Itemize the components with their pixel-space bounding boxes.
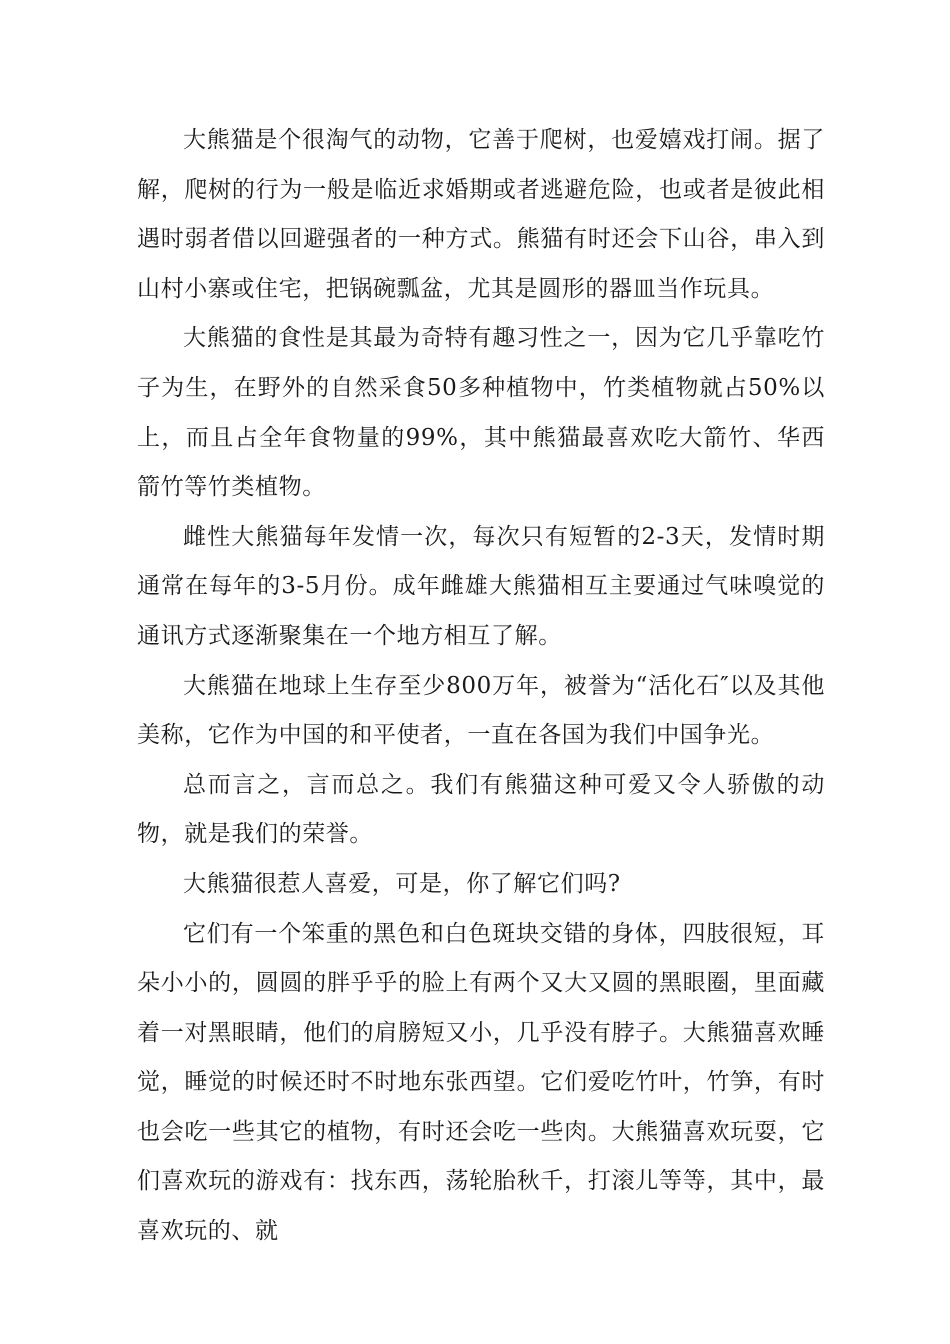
- paragraph-panda-playful: 大熊猫是个很淘气的动物，它善于爬树，也爱嬉戏打闹。据了解，爬树的行为一般是临近求婚期或者逃避危险，也或者是彼此相遇时弱者借以回避强者的一种方式。熊猫有时还会下山谷，串入到山村小寨或住宅，把锅碗瓢盆，尤其是圆形的器皿当作玩具。: [137, 127, 825, 302]
- paragraph-conclusion: 总而言之，言而总之。我们有熊猫这种可爱又令人骄傲的动物，就是我们的荣誉。: [137, 771, 825, 848]
- paragraph-question: 大熊猫很惹人喜爱，可是，你了解它们吗?: [183, 870, 621, 897]
- document-body: [137, 116, 825, 1257]
- paragraph-panda-living-fossil: 大熊猫在地球上生存至少800万年，被誉为“活化石″以及其他美称，它作为中国的和平使者，一直在各国为我们中国争光。: [137, 672, 825, 749]
- paragraph-panda-breeding: 雌性大熊猫每年发情一次，每次只有短暂的2-3天，发情时期通常在每年的3-5月份。成年雌雄大熊猫相互主要通过气味嗅觉的通讯方式逐渐聚集在一个地方相互了解。: [137, 523, 825, 649]
- paragraph-panda-diet: 大熊猫的食性是其最为奇特有趣习性之一，因为它几乎靠吃竹子为生，在野外的自然采食50多种植物中，竹类植物就占50%以上，而且占全年食物量的99%，其中熊猫最喜欢吃大箭竹、华西箭竹等竹类植物。: [137, 325, 825, 501]
- paragraph-panda-appearance: 它们有一个笨重的黑色和白色斑块交错的身体，四肢很短，耳朵小小的，圆圆的胖乎乎的脸上有两个又大又圆的黑眼圈，里面藏着一对黑眼睛，他们的肩膀短又小，几乎没有脖子。大熊猫喜欢睡觉，睡觉的时候还时不时地东张西望。它们爱吃竹叶，竹笋，有时也会吃一些其它的植物，有时还会吃一些肉。大熊猫喜欢玩耍，它们喜欢玩的游戏有：找东西，荡轮胎秋千，打滚儿等等，其中，最喜欢玩的、就: [137, 920, 825, 1245]
